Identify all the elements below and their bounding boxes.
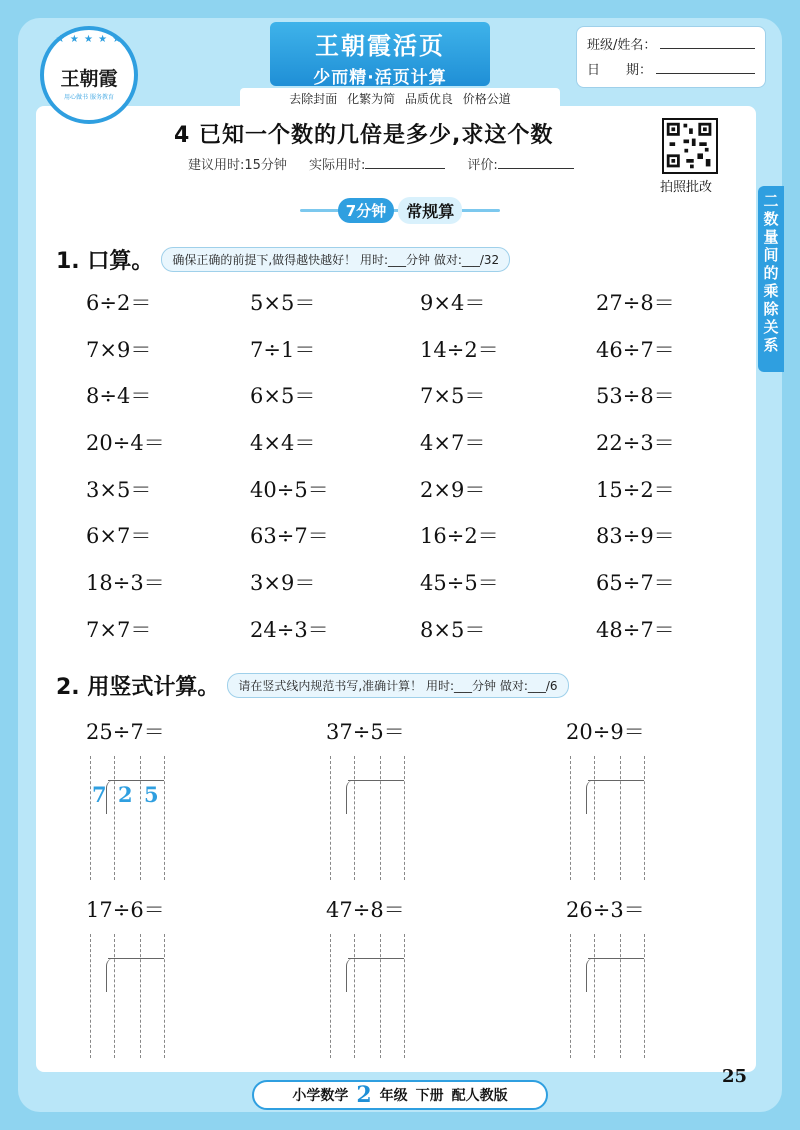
guide-line (164, 756, 165, 880)
oral-problem[interactable]: 6×5＝ (250, 384, 316, 409)
evaluation-field[interactable] (498, 168, 574, 169)
oral-problem[interactable]: 6×7＝ (86, 524, 152, 549)
long-division-grid[interactable] (90, 756, 164, 880)
guide-line (620, 934, 621, 1058)
class-name-row (587, 33, 755, 58)
oral-problem[interactable]: 4×7＝ (420, 431, 486, 456)
logo-subtitle: 用心做书 服务教育 (64, 94, 114, 101)
brand-banner (270, 22, 490, 86)
section2-heading: 2. 用竖式计算。 (56, 675, 220, 700)
guide-line (140, 934, 141, 1058)
guide-line (644, 934, 645, 1058)
written-problem (326, 716, 446, 886)
long-division-grid[interactable] (90, 934, 164, 1058)
oral-problem[interactable]: 48÷7＝ (596, 617, 675, 642)
oral-problem[interactable]: 22÷3＝ (596, 431, 675, 456)
written-problem-expression: 37÷5＝ (326, 720, 405, 744)
qr-label: 拍照批改 (660, 180, 713, 195)
oral-problem[interactable]: 5×5＝ (250, 291, 316, 315)
section2-heading-row (56, 670, 569, 701)
oral-problem[interactable]: 15÷2＝ (596, 477, 675, 502)
written-problem-expression: 17÷6＝ (86, 898, 165, 922)
guide-line (620, 756, 621, 880)
oral-problem[interactable]: 9×4＝ (420, 291, 486, 315)
suggested-time: 建议用时:15分钟 (188, 158, 287, 173)
guide-line (354, 934, 355, 1058)
actual-time: 实际用时: (309, 154, 445, 173)
publisher-logo (40, 26, 138, 124)
oral-problem[interactable]: 16÷2＝ (420, 524, 499, 549)
oral-problem[interactable]: 46÷7＝ (596, 337, 675, 362)
footer-subject: 小学数学 (292, 1088, 349, 1104)
oral-problem[interactable]: 8×5＝ (420, 617, 486, 642)
oral-problem[interactable]: 14÷2＝ (420, 337, 499, 362)
section2-note: 请在竖式线内规范书写,准确计算！ 用时:___分钟 做对:___/6 (227, 673, 568, 698)
date-row (587, 58, 755, 83)
guide-line (594, 934, 595, 1058)
lesson-title: 4 已知一个数的几倍是多少,求这个数 (174, 123, 554, 148)
division-bar (588, 958, 644, 992)
oral-problem[interactable]: 7×9＝ (86, 337, 152, 362)
guide-line (644, 756, 645, 880)
footer-grade: 2 (356, 1082, 372, 1108)
date-label: 日 期： (587, 63, 653, 78)
oral-problem[interactable]: 4×4＝ (250, 431, 316, 456)
written-problem-expression: 26÷3＝ (566, 898, 645, 922)
guide-line (90, 934, 91, 1058)
time-row (188, 154, 574, 173)
oral-problem[interactable]: 40÷5＝ (250, 477, 329, 502)
date-field[interactable] (656, 58, 755, 74)
division-bar (588, 780, 644, 814)
chapter-side-tab: 二 数 量 间 的 乘 除 关 系 (758, 186, 784, 372)
oral-problem[interactable]: 6÷2＝ (86, 291, 152, 315)
long-division-grid[interactable] (330, 756, 404, 880)
logo-stars: ★ ★ ★ ★ ★ (55, 34, 123, 45)
oral-problem[interactable]: 3×9＝ (250, 571, 316, 596)
footer-banner (252, 1080, 548, 1110)
written-problem (566, 716, 686, 886)
actual-time-field[interactable] (365, 168, 445, 169)
guide-line (114, 756, 115, 880)
written-problem (566, 894, 686, 1064)
section1-heading: 1. 口算。 (56, 249, 154, 274)
written-problem (326, 894, 446, 1064)
brand-title: 王朝霞活页 (315, 31, 445, 60)
footer-edition: 配人教版 (451, 1088, 508, 1104)
guide-line (570, 934, 571, 1058)
footer-volume: 下册 (415, 1088, 444, 1104)
written-problem (86, 894, 206, 1064)
guide-line (354, 756, 355, 880)
long-division-grid[interactable] (330, 934, 404, 1058)
example-digit: 2 (118, 782, 133, 807)
guide-line (570, 756, 571, 880)
division-bar (348, 780, 404, 814)
guide-line (90, 756, 91, 880)
oral-problem[interactable]: 18÷3＝ (86, 571, 165, 596)
guide-line (140, 756, 141, 880)
written-problem-expression: 20÷9＝ (566, 720, 645, 744)
guide-line (404, 934, 405, 1058)
guide-line (380, 756, 381, 880)
oral-problem[interactable]: 7÷1＝ (250, 337, 316, 362)
oral-problem[interactable]: 8÷4＝ (86, 384, 152, 409)
long-division-grid[interactable] (570, 756, 644, 880)
oral-problem[interactable]: 7×7＝ (86, 617, 152, 642)
oral-problem[interactable]: 2×9＝ (420, 477, 486, 502)
guide-line (594, 756, 595, 880)
oral-problem[interactable]: 3×5＝ (86, 477, 152, 502)
oral-problem[interactable]: 63÷7＝ (250, 524, 329, 549)
example-digit: 7 (92, 782, 107, 807)
oral-problem[interactable]: 24÷3＝ (250, 617, 329, 642)
oral-problem[interactable]: 27÷8＝ (596, 291, 675, 315)
division-bar (348, 958, 404, 992)
oral-problem[interactable]: 45÷5＝ (420, 571, 499, 596)
qr-code-icon[interactable] (662, 118, 718, 174)
oral-problem[interactable]: 53÷8＝ (596, 384, 675, 409)
long-division-grid[interactable] (570, 934, 644, 1058)
section1-note: 确保正确的前提下,做得越快越好！ 用时:___分钟 做对:___/32 (161, 247, 510, 272)
oral-problem[interactable]: 83÷9＝ (596, 524, 675, 549)
guide-line (380, 934, 381, 1058)
oral-problem[interactable]: 20÷4＝ (86, 431, 165, 456)
guide-line (404, 756, 405, 880)
oral-problem[interactable]: 7×5＝ (420, 384, 486, 409)
badge-minutes: 7分钟 (338, 198, 394, 223)
slogan-bar: 去除封面 化繁为简 品质优良 价格公道 (240, 88, 560, 110)
logo-text: 王朝霞 (60, 68, 118, 90)
written-problem (86, 716, 206, 886)
section1-heading-row (56, 244, 510, 275)
student-info-box (576, 26, 766, 88)
section-badge (300, 196, 500, 224)
evaluation: 评价: (467, 154, 573, 173)
class-name-label: 班级/姓名： (587, 38, 657, 53)
guide-line (330, 934, 331, 1058)
written-problem-expression: 47÷8＝ (326, 898, 405, 922)
footer-grade-label: 年级 (379, 1088, 408, 1104)
page-number: 25 (722, 1066, 748, 1087)
guide-line (164, 934, 165, 1058)
brand-subtitle: 少而精·活页计算 (313, 68, 447, 88)
oral-problem[interactable]: 65÷7＝ (596, 571, 675, 596)
badge-name: 常规算 (398, 197, 462, 224)
written-problem-expression: 25÷7＝ (86, 720, 165, 744)
class-name-field[interactable] (660, 33, 755, 49)
guide-line (114, 934, 115, 1058)
division-bar (108, 958, 164, 992)
oral-arithmetic-grid (86, 280, 706, 654)
guide-line (330, 756, 331, 880)
example-digit: 5 (144, 782, 159, 807)
